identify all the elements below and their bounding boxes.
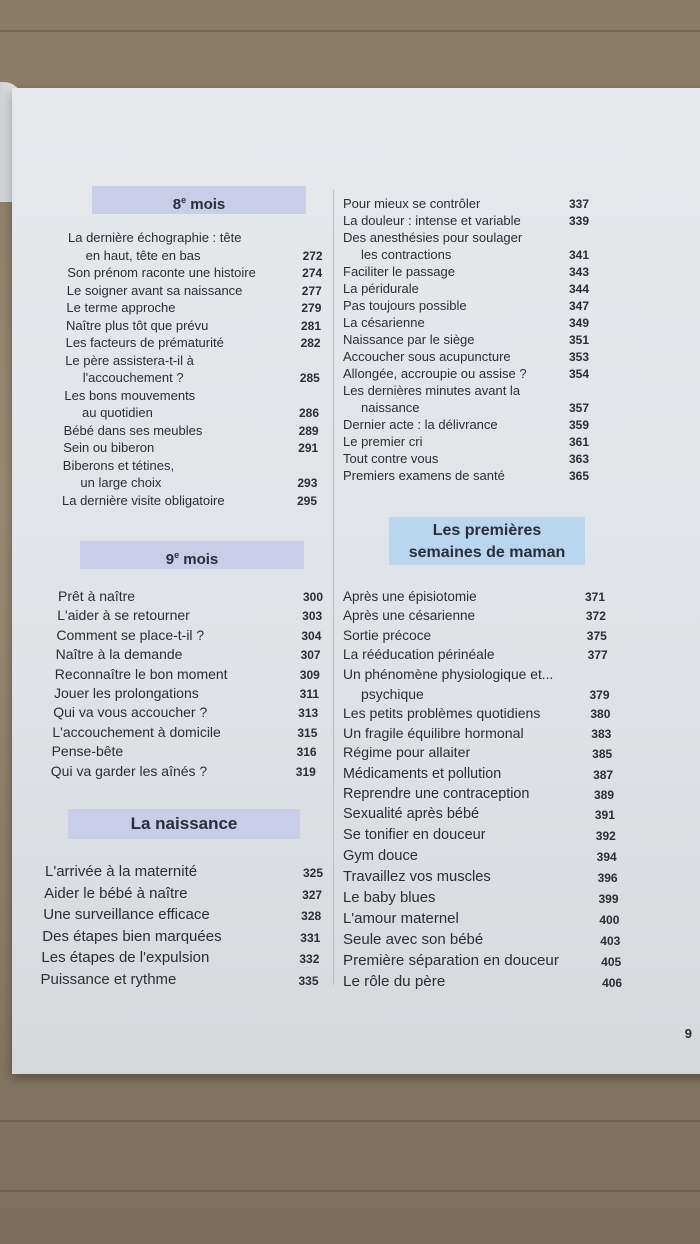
section-header: [389, 517, 585, 565]
toc-entry-title: Pas toujours possible: [343, 298, 467, 313]
toc-entry: [68, 244, 323, 263]
toc-entry: [56, 623, 321, 643]
toc-entry-page: 341: [568, 248, 589, 262]
toc-entry-title: Puissance et rythme: [40, 970, 177, 988]
toc-entry: [343, 761, 613, 782]
toc-entry: [343, 661, 609, 682]
toc-entry: [343, 864, 618, 885]
toc-entry-page: 315: [297, 725, 318, 740]
toc-entry: [65, 349, 320, 368]
toc-entry-page: 313: [298, 706, 319, 721]
toc-entry-title: Qui va vous accoucher ?: [53, 704, 208, 721]
toc-entry: [68, 226, 323, 245]
toc-entry-page: 316: [296, 745, 317, 760]
toc-entry-page: 343: [568, 265, 589, 279]
toc-entry-page: 331: [300, 930, 321, 945]
toc-entry: [343, 885, 619, 906]
toc-entry: [41, 944, 319, 966]
toc-entry-page: 328: [301, 909, 322, 923]
toc-entry: [343, 414, 589, 432]
toc-entry-title: L'amour maternel: [343, 909, 459, 927]
toc-entry-title: Son prénom raconte une histoire: [67, 265, 256, 280]
toc-entry-title: Les dernières minutes avant la: [343, 383, 521, 398]
toc-entry-title: La dernière échographie : tête: [68, 230, 242, 245]
toc-entry: [343, 906, 619, 927]
toc-entry-title: Reprendre une contraception: [343, 786, 530, 802]
toc-entry-page: 383: [591, 727, 612, 742]
toc-entry: [343, 602, 606, 623]
floor-plank: [0, 1120, 700, 1122]
toc-entry: [343, 948, 621, 969]
toc-entry-page: 300: [302, 590, 323, 604]
toc-entry-title: Sortie précoce: [343, 627, 432, 643]
toc-entry-title: Naître plus tôt que prévu: [66, 317, 209, 333]
toc-entry-title: psychique: [361, 685, 424, 702]
toc-entry: [52, 739, 317, 759]
toc-entry: [58, 584, 323, 604]
toc-entry-page: 351: [568, 333, 589, 347]
toc-entry-page: 319: [295, 764, 316, 779]
page-number: 9: [684, 1026, 692, 1041]
toc-entry-title: Sexualité après bébé: [343, 806, 480, 823]
toc-entry-page: 303: [302, 609, 323, 624]
toc-entry: [42, 923, 320, 945]
toc-entry: [65, 366, 320, 385]
toc-entry: [64, 401, 319, 420]
toc-entry-title: Jouer les prolongations: [54, 685, 199, 701]
section-title: 8: [172, 196, 182, 213]
toc-entry: [343, 431, 589, 449]
toc-entry-title: Seule avec son bébé: [343, 930, 484, 948]
toc-entry: [343, 740, 612, 761]
toc-entry: [343, 781, 614, 802]
toc-entry-page: 286: [298, 406, 319, 420]
toc-entry: [343, 622, 607, 643]
toc-entry-page: 361: [568, 435, 589, 449]
toc-entry-title: Le baby blues: [343, 889, 436, 906]
toc-entry-title: Une surveillance efficace: [43, 906, 210, 923]
toc-entry-title: Allongée, accroupie ou assise ?: [343, 366, 527, 381]
toc-entry-title: Qui va garder les aînés ?: [50, 762, 208, 779]
floor-plank: [0, 1190, 700, 1192]
toc-entry-title: Reconnaître le bon moment: [54, 665, 228, 682]
toc-entry-page: 349: [568, 316, 589, 330]
toc-entry: [66, 314, 321, 333]
toc-entry-title: Pour mieux se contrôler: [343, 196, 481, 211]
toc-entry-title: Pense-bête: [51, 743, 124, 760]
toc-entry-title: Se tonifier en douceur: [343, 827, 486, 844]
toc-entry-title: Bébé dans ses meubles: [63, 422, 203, 438]
toc-entry: [52, 720, 317, 740]
toc-entry-title: Un fragile équilibre hormonal: [343, 725, 524, 742]
section-title-superscript: e: [181, 195, 187, 205]
toc-entry: [343, 278, 589, 296]
toc-entry: [44, 880, 322, 902]
toc-entry-page: 363: [568, 452, 589, 466]
toc-entry: [343, 927, 620, 948]
toc-entry: [57, 603, 322, 623]
toc-entry: [343, 822, 616, 843]
toc-entry-page: 379: [589, 687, 610, 702]
toc-entry-title: naissance: [361, 400, 420, 415]
toc-entry-title: Régime pour allaiter: [343, 745, 471, 762]
toc-entry-page: 304: [301, 628, 322, 643]
toc-entry-title: Aider le bébé à naître: [44, 884, 188, 902]
toc-entry-page: 285: [299, 371, 320, 385]
toc-entry-title: La douleur : intense et variable: [343, 213, 521, 228]
toc-entry: [66, 296, 321, 315]
toc-entry: [343, 193, 589, 211]
toc-entry: [343, 312, 589, 330]
section-title-line-2: semaines de maman: [408, 544, 566, 561]
toc-entry-title: au quotidien: [82, 405, 153, 420]
toc-entry: [67, 279, 322, 298]
toc-entry-title: L'accouchement à domicile: [52, 723, 221, 740]
toc-entry-page: 327: [302, 887, 323, 902]
toc-entry-page: 403: [600, 933, 621, 948]
toc-entry-page: 372: [585, 609, 606, 624]
toc-entry-title: un large choix: [80, 475, 162, 490]
toc-entry-page: 357: [568, 401, 589, 415]
toc-entry-title: Les petits problèmes quotidiens: [343, 705, 541, 722]
toc-entry: [343, 363, 589, 381]
toc-entry: [62, 471, 317, 490]
toc-entry-page: 295: [296, 493, 317, 508]
toc-entry-title: La dernière visite obligatoire: [62, 492, 225, 508]
toc-entry-title: Premiers examens de santé: [343, 468, 505, 483]
toc-entry-page: 377: [587, 648, 608, 663]
toc-entry-title: en haut, tête en bas: [85, 247, 201, 263]
toc-entry-title: Des étapes bien marquées: [42, 927, 222, 945]
toc-entry-title: L'aider à se retourner: [57, 607, 190, 624]
toc-entry: [343, 681, 610, 702]
toc-entry: [53, 700, 318, 720]
toc-entry-title: Naître à la demande: [55, 646, 183, 663]
toc-entry-page: 272: [302, 248, 323, 263]
toc-entry-title: Naissance par le siège: [343, 332, 475, 347]
toc-entry: [343, 261, 589, 279]
toc-entry-title: l'accouchement ?: [82, 370, 184, 385]
toc-entry-page: 335: [298, 973, 319, 988]
toc-entry-title: Des anesthésies pour soulager: [343, 230, 523, 245]
toc-entry-title: Prêt à naître: [58, 588, 136, 604]
toc-entry-title: Médicaments et pollution: [343, 765, 502, 782]
toc-entry-page: 279: [301, 301, 322, 315]
toc-entry: [66, 331, 321, 350]
toc-entry-page: 380: [590, 707, 611, 722]
toc-entry-page: 385: [592, 747, 613, 762]
section-title: La naissance: [130, 814, 238, 833]
toc-entry-page: 389: [593, 788, 614, 802]
toc-entry: [41, 966, 319, 988]
toc-entry: [54, 681, 319, 701]
toc-entry-page: 339: [568, 214, 589, 228]
toc-entry: [343, 448, 589, 466]
toc-entry-title: Première séparation en douceur: [343, 952, 559, 970]
toc-entry-title: Le soigner avant sa naissance: [66, 282, 243, 298]
toc-entry: [343, 346, 589, 364]
toc-entry-page: 353: [568, 350, 589, 364]
toc-entry-page: 392: [595, 829, 616, 844]
toc-entry-page: 291: [298, 441, 319, 455]
toc-entry: [62, 489, 317, 508]
section-header: [68, 809, 300, 839]
toc-entry: [43, 901, 321, 923]
toc-entry-title: Gym douce: [343, 847, 418, 864]
toc-entry: [343, 244, 589, 262]
toc-entry-page: 332: [299, 952, 320, 966]
toc-entry-page: 281: [300, 318, 321, 333]
toc-entry: [343, 583, 605, 604]
toc-entry-title: Les facteurs de prématurité: [65, 335, 224, 350]
toc-entry: [343, 720, 611, 741]
toc-entry-title: Comment se place-t-il ?: [56, 626, 205, 643]
toc-entry-page: 371: [584, 590, 605, 604]
toc-entry: [343, 210, 589, 228]
section-header: [92, 186, 306, 214]
toc-entry: [343, 801, 615, 822]
toc-entry: [343, 397, 589, 415]
toc-entry-page: 344: [568, 282, 589, 296]
toc-entry-title: Les étapes de l'expulsion: [41, 949, 210, 966]
section-title: 9: [165, 551, 175, 568]
toc-entry-title: L'arrivée à la maternité: [45, 863, 198, 880]
toc-entry-title: Après une épisiotomie: [343, 589, 477, 604]
toc-entry-page: 375: [586, 628, 607, 643]
toc-entry-title: Le premier cri: [343, 434, 423, 449]
toc-entry-page: 359: [568, 418, 589, 432]
toc-entry: [63, 436, 318, 455]
toc-entry: [343, 641, 608, 662]
toc-entry-title: Travaillez vos muscles: [343, 868, 491, 885]
toc-entry: [51, 759, 316, 779]
toc-entry: [343, 380, 589, 398]
toc-entry: [343, 329, 589, 347]
toc-entry: [45, 858, 323, 880]
toc-entry-title: Dernier acte : la délivrance: [343, 417, 498, 432]
toc-entry: [64, 384, 319, 403]
column-divider: [333, 190, 334, 985]
toc-entry-title: Le rôle du père: [343, 973, 446, 991]
section-header: [80, 541, 304, 569]
toc-entry-title: Le terme approche: [66, 300, 176, 315]
toc-entry: [343, 465, 589, 483]
toc-entry: [343, 700, 610, 721]
toc-entry-title: Un phénomène physiologique et...: [343, 665, 554, 682]
toc-entry-page: 311: [299, 687, 319, 701]
toc-entry-page: 387: [593, 767, 614, 782]
toc-entry-page: 289: [298, 423, 319, 438]
toc-entry-title: La péridurale: [343, 281, 419, 296]
toc-entry: [343, 843, 617, 864]
toc-entry-title: Faciliter le passage: [343, 264, 455, 279]
toc-entry-page: 293: [297, 476, 318, 490]
toc-entry-page: 277: [301, 283, 322, 298]
toc-entry-title: les contractions: [361, 247, 452, 262]
toc-entry-page: 325: [302, 866, 323, 880]
toc-entry-page: 400: [599, 912, 620, 927]
toc-entry-page: 394: [596, 849, 617, 864]
section-title-line-1: Les premières: [432, 522, 542, 539]
section-title-rest: mois: [179, 551, 219, 568]
toc-entry-page: 405: [601, 955, 622, 970]
toc-entry-title: La césarienne: [343, 315, 425, 330]
toc-entry-title: Après une césarienne: [343, 608, 476, 624]
toc-entry: [63, 454, 318, 473]
toc-entry-page: 347: [568, 299, 589, 313]
floor-plank: [0, 30, 700, 32]
toc-entry-title: Sein ou biberon: [63, 440, 155, 455]
toc-entry-page: 274: [302, 266, 323, 280]
section-title-rest: mois: [186, 196, 226, 213]
toc-entry-page: 354: [568, 367, 589, 381]
toc-entry-page: 307: [300, 648, 321, 663]
toc-entry: [343, 295, 589, 313]
toc-entry-page: 337: [568, 197, 589, 211]
toc-entry: [56, 642, 321, 662]
toc-entry-page: 399: [598, 891, 619, 906]
toc-entry-page: 282: [300, 336, 321, 350]
toc-entry-page: 309: [299, 667, 320, 682]
toc-entry-title: La rééducation périnéale: [343, 647, 495, 663]
toc-entry-page: 406: [602, 976, 623, 991]
toc-entry-page: 396: [597, 870, 618, 885]
toc-entry-title: Le père assistera-t-il à: [65, 352, 194, 368]
toc-entry: [64, 419, 319, 438]
section-title-superscript: e: [174, 550, 180, 560]
toc-entry: [55, 662, 320, 682]
toc-entry: [343, 227, 589, 245]
toc-entry: [67, 261, 322, 280]
toc-entry-title: Biberons et tétines,: [62, 457, 175, 473]
toc-entry-page: 365: [568, 469, 589, 483]
toc-entry-page: 391: [594, 808, 615, 823]
toc-entry-title: Les bons mouvements: [64, 387, 196, 403]
toc-entry: [343, 969, 622, 990]
toc-entry-title: Tout contre vous: [343, 451, 439, 466]
toc-entry-title: Accoucher sous acupuncture: [343, 349, 511, 364]
